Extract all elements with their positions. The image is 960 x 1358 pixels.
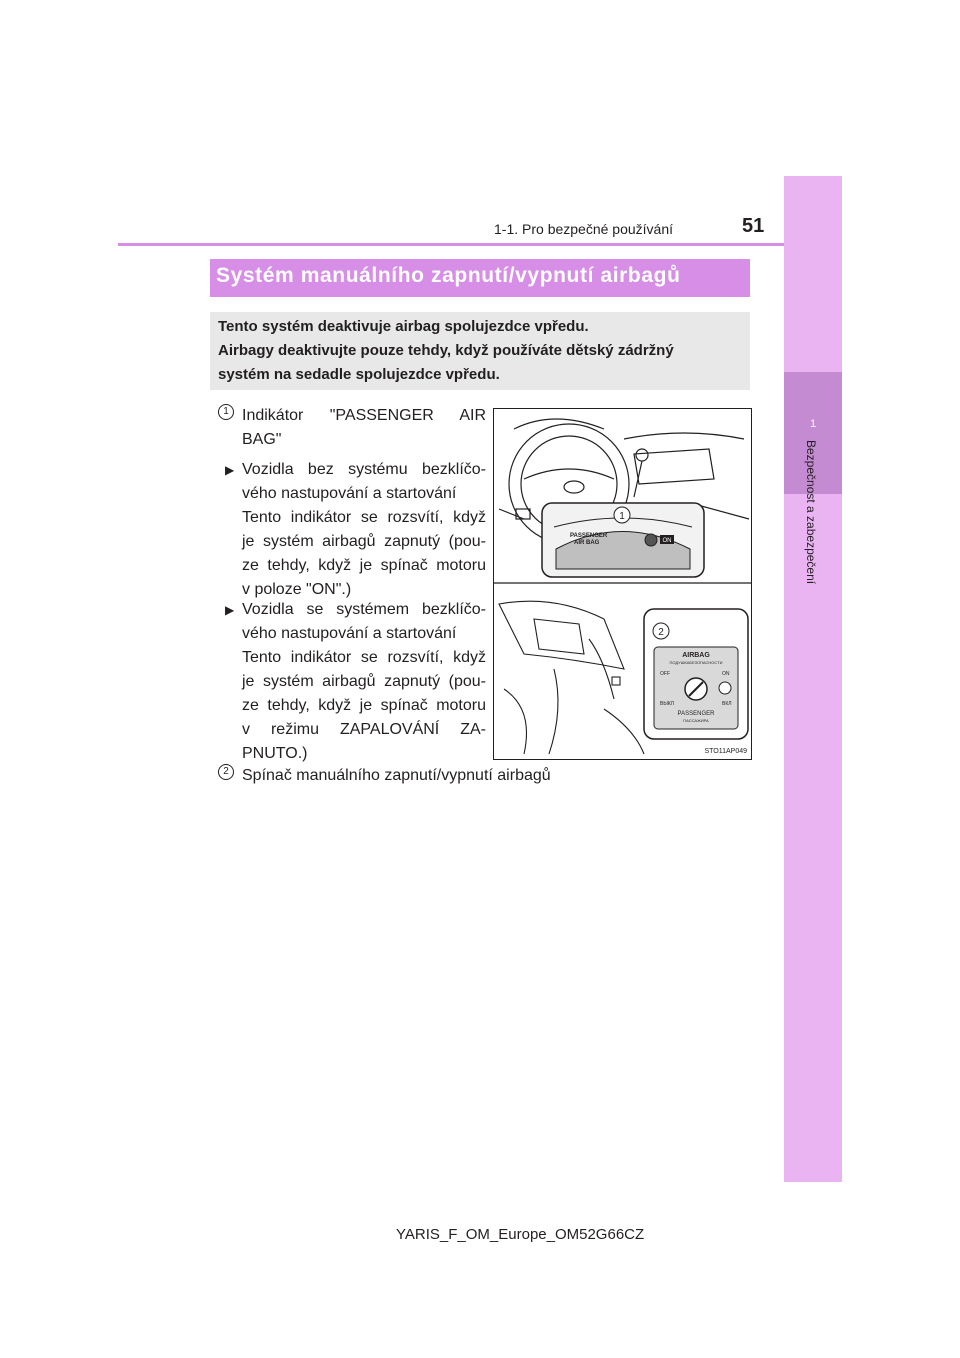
item-number-badge: 2 [218, 764, 234, 780]
side-tab-number: 1 [809, 418, 817, 430]
info-line: systém na sedadle spolujezdce vpředu. [218, 366, 500, 383]
switch-off-label: OFF [660, 671, 670, 677]
switch-on-ru-label: ВКЛ [722, 701, 732, 707]
item-label: Spínač manuálního zapnutí/vypnutí airbagů [242, 767, 551, 784]
bullet-heading: Vozidla se systémem bezklíčo- [242, 601, 486, 618]
switch-passenger-label: PASSENGER [677, 711, 715, 717]
section-title: 1-1. Pro bezpečné používání [494, 221, 674, 237]
bullet-heading: vého nastupování a startování [242, 625, 457, 642]
item-label: BAG" [242, 431, 282, 448]
bullet-text: ze tehdy, když je spínač motoru [242, 697, 486, 714]
callout-label-2: 2 [658, 627, 664, 638]
info-line: Tento systém deaktivuje airbag spolujezdce vpředu. [218, 318, 589, 335]
airbag-off-icon [645, 534, 657, 546]
info-line: Airbagy deaktivujte pouze tehdy, když používáte dětský zádržný [218, 342, 674, 359]
bullet-heading: vého nastupování a startování [242, 485, 457, 502]
bullet-heading: Vozidla bez systému bezklíčo- [242, 461, 486, 478]
side-tab-strip [784, 176, 842, 1182]
switch-off-ru-label: ВЫКЛ [660, 701, 674, 707]
switch-title: AIRBAG [682, 652, 710, 659]
bullet-text: v režimu ZAPALOVÁNÍ ZA- [242, 721, 486, 738]
switch-on-label: ON [722, 671, 730, 677]
callout-label-1: 1 [619, 511, 625, 522]
side-tab-label: Bezpečnost a zabezpečení [804, 440, 818, 585]
item-label: Indikátor "PASSENGER AIR [242, 407, 486, 424]
bullet-text: ze tehdy, když je spínač motoru [242, 557, 486, 574]
bullet-text: je systém airbagů zapnutý (pou- [242, 533, 486, 550]
document-code: YARIS_F_OM_Europe_OM52G66CZ [396, 1226, 645, 1243]
item-number-badge: 1 [218, 404, 234, 420]
bullet-arrow-icon: ▶ [225, 463, 235, 477]
bullet-text: Tento indikátor se rozsvítí, když [242, 509, 486, 526]
bullet-text: je systém airbagů zapnutý (pou- [242, 673, 486, 690]
airbag-on-icon [719, 682, 731, 694]
page-number: 51 [742, 215, 765, 237]
illustration-drawing [494, 409, 751, 759]
indicator-text-1: PASSENGER [570, 533, 608, 539]
bullet-arrow-icon: ▶ [225, 603, 235, 617]
bullet-text: Tento indikátor se rozsvítí, když [242, 649, 486, 666]
header-rule [118, 243, 784, 246]
page-title: Systém manuálního zapnutí/vypnutí airbagů [216, 264, 681, 287]
airbag-illustration [493, 408, 752, 760]
indicator-text-2: AIR BAG [574, 540, 600, 546]
figure-code: STO11AP049 [704, 748, 747, 755]
bullet-text: v poloze "ON".) [242, 581, 352, 598]
switch-passenger-ru-label: ПАССАЖИРА [683, 718, 709, 723]
switch-subtitle: ПОДУШКАБЕЗОПАСНОСТИ [669, 660, 723, 665]
bullet-text: PNUTO.) [242, 745, 308, 762]
indicator-on-label: ON [662, 538, 672, 544]
